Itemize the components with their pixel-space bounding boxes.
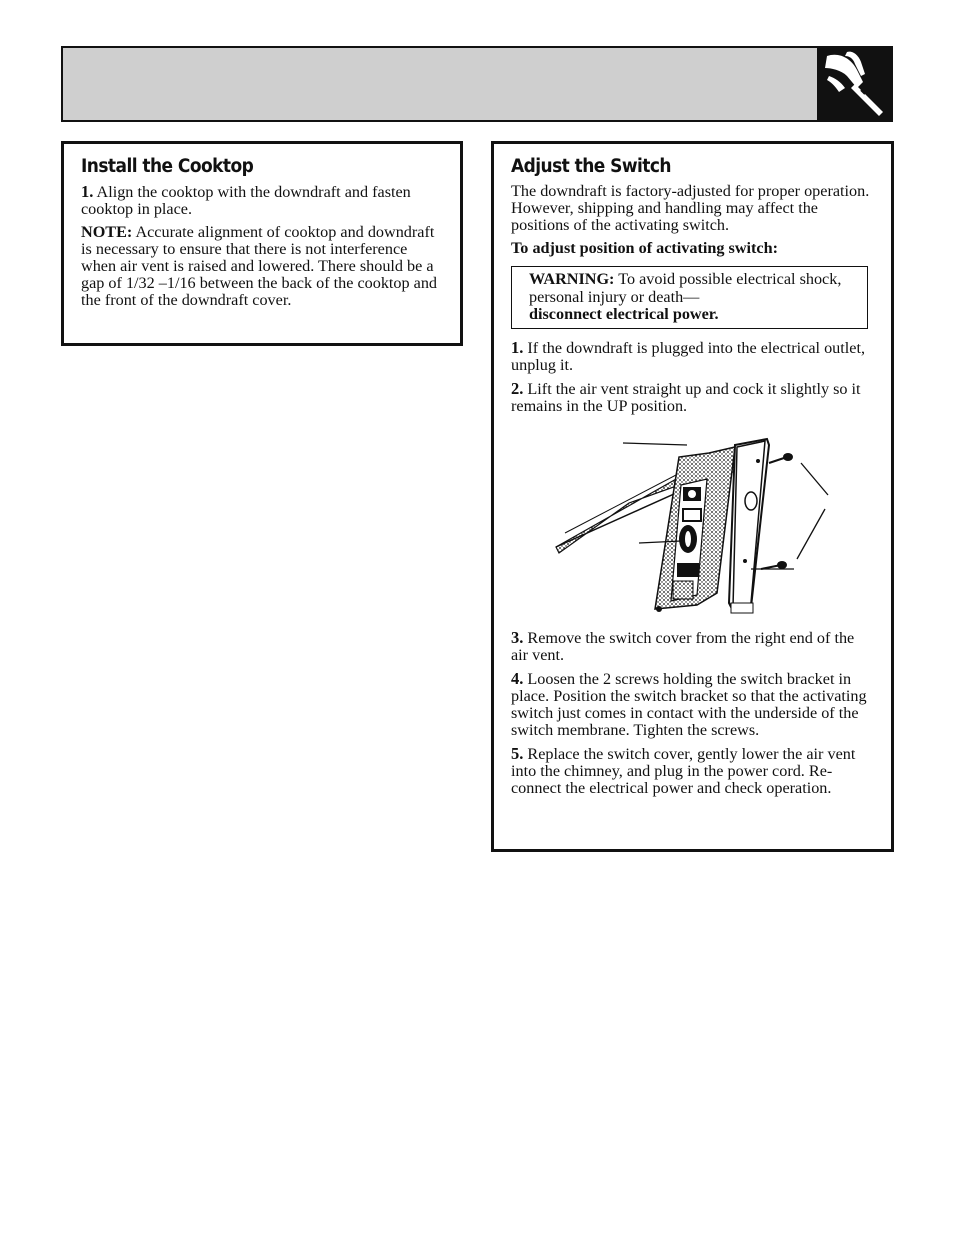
note-label: NOTE:: [81, 223, 133, 241]
adjust-step-3: [511, 629, 874, 664]
step-number: 3.: [511, 627, 524, 647]
warning-label: WARNING:: [529, 270, 615, 288]
step-number: 2.: [511, 378, 524, 398]
warning-box: [511, 266, 868, 329]
adjust-step-5: [511, 745, 874, 797]
switch-illustration: [511, 423, 876, 623]
install-step-1: [81, 183, 443, 218]
step-number: 1.: [81, 182, 94, 201]
step-number: 1.: [511, 337, 524, 357]
step-number: 5.: [511, 743, 524, 763]
step-text: If the downdraft is plugged into the electrical outlet, unplug it.: [511, 338, 866, 374]
warning-text: To avoid possible electrical shock, personal injury or death—: [529, 270, 842, 306]
step-text: Remove the switch cover from the right end of the air vent.: [511, 628, 855, 664]
adjust-switch-title: Adjust the Switch: [511, 156, 671, 177]
step-text: Replace the switch cover, gently lower the air vent into the chimney, and plug in the power cord. Re-connect the electrical power and check operation.: [511, 744, 856, 797]
install-cooktop-panel: [61, 141, 463, 346]
step-text: Align the cooktop with the downdraft and fasten cooktop in place.: [81, 183, 411, 218]
adjust-subheading: To adjust position of activating switch:: [511, 239, 778, 257]
install-cooktop-title: Install the Cooktop: [81, 156, 254, 177]
adjust-step-4: [511, 670, 874, 739]
adjust-switch-panel: [491, 141, 894, 852]
adjust-step-2: [511, 380, 874, 415]
install-note: [81, 224, 443, 309]
note-text: Accurate alignment of cooktop and downdraft is necessary to ensure that there is not interference when air vent is raised and lowered. There should be a gap of 1/32 –1/16 between the back of the cooktop and the front of the downdraft cover.: [81, 223, 438, 309]
warning-bold: disconnect electrical power.: [529, 305, 719, 323]
step-text: Loosen the 2 screws holding the switch bracket in place. Position the switch bracket so that the activating switch just comes in contact with the underside of the switch membrane. Tighten the screws.: [511, 669, 867, 739]
step-text: Lift the air vent straight up and cock it slightly so it remains in the UP position.: [511, 379, 861, 415]
adjust-step-1: [511, 339, 874, 374]
page-header-bar: [61, 46, 893, 122]
step-number: 4.: [511, 668, 524, 688]
adjust-intro: The downdraft is factory-adjusted for proper operation. However, shipping and handling may affect the positions of the activating switch.: [511, 182, 870, 234]
hand-screwdriver-icon: [817, 48, 891, 120]
